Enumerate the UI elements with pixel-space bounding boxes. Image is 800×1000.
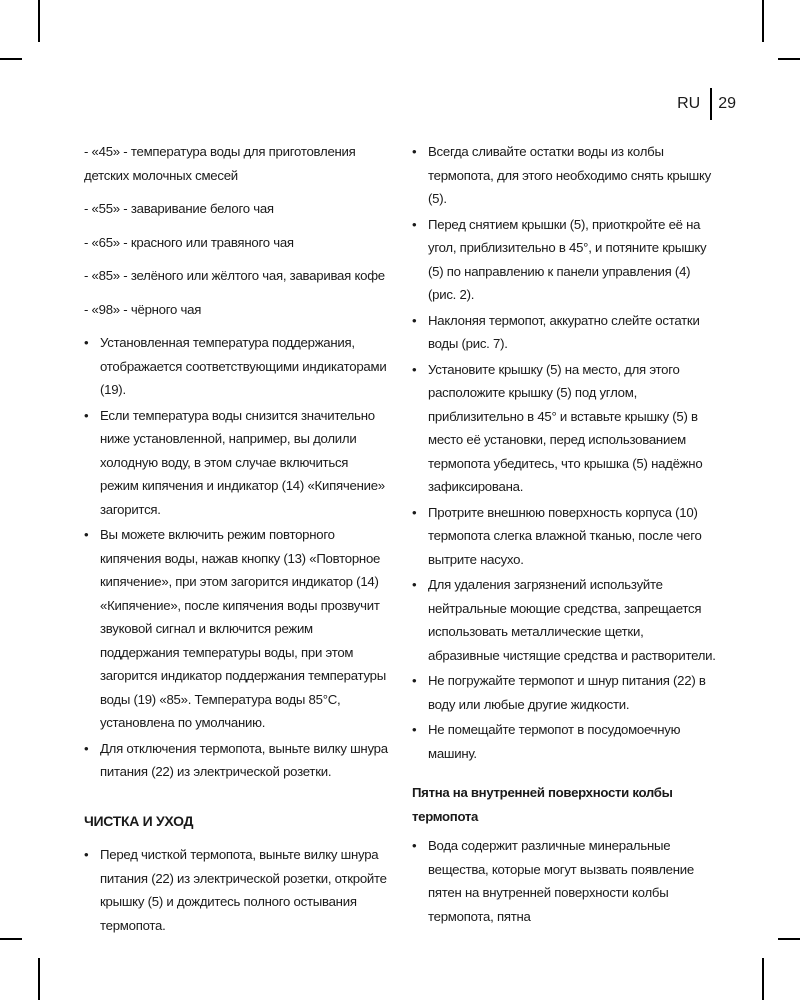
bullet-icon: • bbox=[412, 577, 417, 592]
crop-mark-bottom-left-vertical bbox=[38, 958, 40, 1000]
subsection-heading: Пятна на внутренней поверхности колбы термопота bbox=[412, 785, 673, 824]
left-column bbox=[84, 140, 389, 939]
bullet-icon: • bbox=[84, 527, 89, 542]
crop-mark-top-left-horizontal bbox=[0, 58, 22, 60]
crop-mark-top-right-horizontal bbox=[778, 58, 800, 60]
list-item bbox=[412, 358, 717, 499]
list-item-text: Перед снятием крышки (5), приоткройте её на угол, приблизительно в 45°, и потяните крышку (5) по направлению к панели управления (4) (рис. 2). bbox=[428, 216, 707, 302]
bullet-icon: • bbox=[412, 838, 417, 853]
bullet-icon: • bbox=[84, 335, 89, 350]
list-item bbox=[412, 834, 717, 928]
list-item bbox=[84, 843, 389, 937]
list-item-text: Для отключения термопота, выньте вилку шнура питания (22) из электрической розетки. bbox=[100, 740, 388, 779]
list-item bbox=[412, 669, 717, 716]
crop-mark-top-left-vertical bbox=[38, 0, 40, 42]
dash-item: - «98» - чёрного чая bbox=[84, 301, 202, 317]
dash-item: - «45» - температура воды для приготовления детских молочных смесей bbox=[84, 144, 356, 183]
bullet-icon: • bbox=[84, 847, 89, 862]
bullet-icon: • bbox=[412, 722, 417, 737]
crop-mark-bottom-right-horizontal bbox=[778, 938, 800, 940]
bullet-icon: • bbox=[412, 312, 417, 328]
bullet-icon: • bbox=[84, 407, 89, 423]
bullet-icon: • bbox=[412, 673, 417, 688]
list-item bbox=[412, 501, 717, 572]
list-item-text: Протрите внешнюю поверхность корпуса (10) термопота слегка влажной тканью, после чего вытрите насухо. bbox=[428, 504, 702, 567]
crop-mark-bottom-right-vertical bbox=[762, 958, 764, 1000]
dash-item: - «85» - зелёного или жёлтого чая, заваривая кофе bbox=[84, 268, 385, 283]
page-header bbox=[677, 88, 736, 120]
list-item bbox=[84, 523, 389, 735]
bullet-icon: • bbox=[412, 216, 417, 232]
list-item-text: Вы можете включить режим повторного кипячения воды, нажав кнопку (13) «Повторное кипячение», при этом загорится индикатор (14) «Кипячение», после кипячения воды прозвучит звуковой сигнал и включится режим поддержания температуры воды, при этом загорится индикатор поддержания температуры воды (19) «85». Температура воды 85°С, установлена по умолчанию. bbox=[100, 527, 386, 730]
right-column bbox=[412, 140, 717, 930]
section-heading: ЧИСТКА И УХОД bbox=[84, 812, 194, 829]
list-item-text: Наклоняя термопот, аккуратно слейте остатки воды (рис. 7). bbox=[428, 312, 700, 351]
list-item-text: Не помещайте термопот в посудомоечную машину. bbox=[428, 722, 681, 761]
list-item-text: Для удаления загрязнений используйте нейтральные моющие средства, запрещается использовать металлические щетки, абразивные чистящие средства и растворители. bbox=[428, 577, 716, 663]
list-item-text: Всегда сливайте остатки воды из колбы термопота, для этого необходимо снять крышку (5). bbox=[428, 144, 712, 206]
bullet-icon: • bbox=[84, 740, 89, 756]
list-item bbox=[84, 404, 389, 522]
language-code: RU bbox=[677, 95, 701, 112]
list-item-text: Если температура воды снизится значительно ниже установленной, например, вы долили холодную воду, в этом случае включиться режим кипячения и индикатор (14) «Кипячение» загорится. bbox=[100, 407, 385, 517]
list-item-text: Перед чисткой термопота, выньте вилку шнура питания (22) из электрической розетки, откройте крышку (5) и дождитесь полного остывания термопота. bbox=[100, 847, 387, 933]
list-item bbox=[412, 140, 717, 211]
dash-item: - «65» - красного или травяного чая bbox=[84, 234, 294, 250]
list-item bbox=[84, 737, 389, 784]
list-item bbox=[412, 718, 717, 765]
page-number: 29 bbox=[718, 95, 736, 112]
dash-item: - «55» - заваривание белого чая bbox=[84, 201, 274, 216]
bullet-icon: • bbox=[412, 361, 417, 377]
list-item bbox=[412, 309, 717, 356]
list-item-text: Установите крышку (5) на место, для этого расположите крышку (5) под углом, приблизительно в 45° и вставьте крышку (5) в место её установки, перед использованием термопота убедитесь, что крышка (5) надёжно зафиксирована. bbox=[428, 361, 703, 494]
list-item-text: Вода содержит различные минеральные вещества, которые могут вызвать появление пятен на внутренней поверхности колбы термопота, пятна bbox=[428, 838, 694, 924]
list-item-text: Не погружайте термопот и шнур питания (22) в воду или любые другие жидкости. bbox=[428, 673, 706, 712]
list-item-text: Установленная температура поддержания, отображается соответствующими индикаторами (19). bbox=[100, 335, 387, 397]
bullet-icon: • bbox=[412, 144, 417, 159]
bullet-icon: • bbox=[412, 504, 417, 520]
crop-mark-bottom-left-horizontal bbox=[0, 938, 22, 940]
list-item bbox=[84, 331, 389, 402]
crop-mark-top-right-vertical bbox=[762, 0, 764, 42]
list-item bbox=[412, 213, 717, 307]
list-item bbox=[412, 573, 717, 667]
